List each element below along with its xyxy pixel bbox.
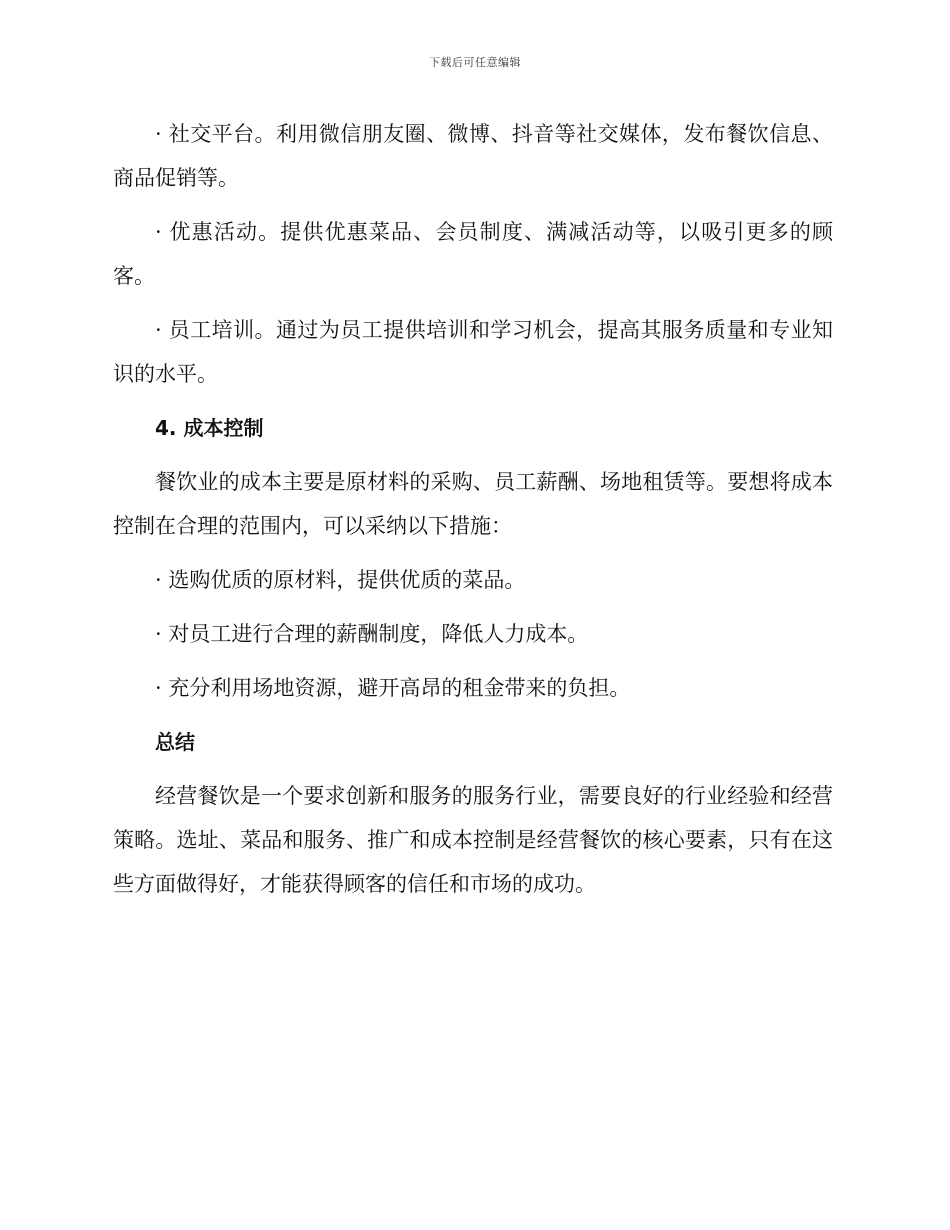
list-item-quality-materials: · 选购优质的原材料，提供优质的菜品。 <box>155 568 526 592</box>
list-item-staff-training: · 员工培训。通过为员工提供培训和学习机会，提高其服务质量和专业知识的水平。 <box>113 318 833 386</box>
list-item-salary-system: · 对员工进行合理的薪酬制度，降低人力成本。 <box>155 622 589 646</box>
list-item-discount-activities: · 优惠活动。提供优惠菜品、会员制度、满减活动等，以吸引更多的顾客。 <box>113 220 833 288</box>
list-item-venue-resources: · 充分利用场地资源，避开高昂的租金带来的负担。 <box>155 676 631 700</box>
list-item-social-platform: · 社交平台。利用微信朋友圈、微博、抖音等社交媒体，发布餐饮信息、商品促销等。 <box>113 122 833 190</box>
cost-control-intro: 餐饮业的成本主要是原材料的采购、员工薪酬、场地租赁等。要想将成本控制在合理的范围内，可以采纳以下措施： <box>113 470 833 538</box>
page-header-note: 下载后可任意编辑 <box>429 56 521 69</box>
section-heading-summary: 总结 <box>155 730 195 754</box>
summary-paragraph: 经营餐饮是一个要求创新和服务的服务行业，需要良好的行业经验和经营策略。选址、菜品和服务、推广和成本控制是经营餐饮的核心要素，只有在这些方面做得好，才能获得顾客的信任和市场的成功。 <box>113 784 833 896</box>
section-heading-cost-control: 4. 成本控制 <box>155 416 264 440</box>
document-body <box>113 112 833 916</box>
